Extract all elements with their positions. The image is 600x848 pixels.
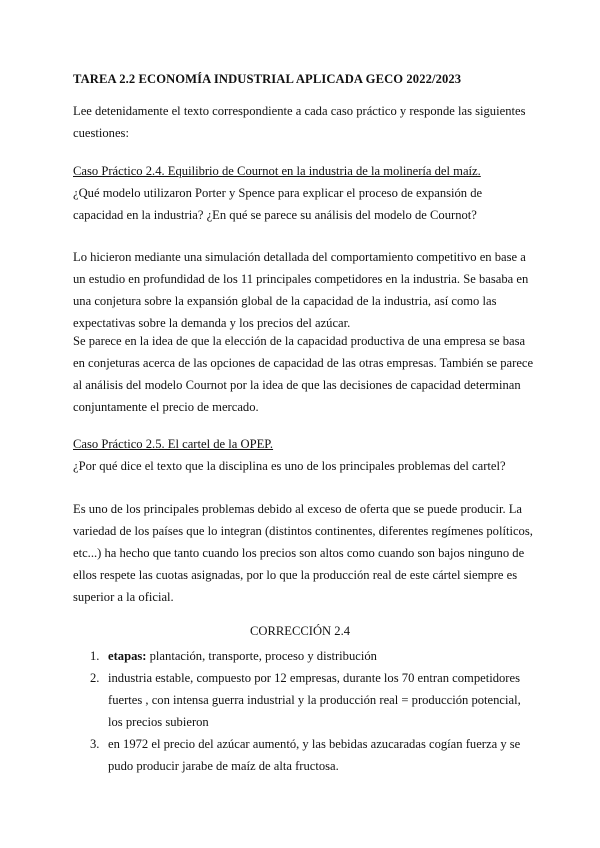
caso-2-4-answer-2: Se parece en la idea de que la elección de la capacidad productiva de una empresa se basa en conjeturas acerca de las opciones de capacidad de las otras empresas. También se parece al análisis del modelo Cournot por la idea de que las decisiones de capacidad determinan conjuntamente el precio de mercado. [73,334,534,414]
caso-2-4-answer-1: Lo hicieron mediante una simulación detallada del comportamiento competitivo en base a un estudio en profundidad de los 11 principales competidores en la industria. Se basaba en una conjetura sobre la expansión global de la capacidad de la industria, así como las expectativas sobre la demanda y los precios del azúcar. [73,250,529,330]
list-item-text: plantación, transporte, proceso y distribución [146,649,377,663]
caso-2-5-answer: Es uno de los principales problemas debido al exceso de oferta que se puede producir. La variedad de los países que lo integran (distintos continentes, diferentes regímenes políticos, etc...) ha hecho que tanto cuando los precios son altos como cuando son bajos ninguno de ellos respete las cuotas asignadas, por lo que la producción real de este cártel siempre es superior a la oficial. [73,502,533,604]
correccion-list [73,645,538,777]
correccion-heading: CORRECCIÓN 2.4 [249,624,351,638]
list-item [73,733,538,777]
document-title: TAREA 2.2 ECONOMÍA INDUSTRIAL APLICADA GECO 2022/2023 [73,72,462,86]
intro-paragraph: Lee detenidamente el texto correspondiente a cada caso práctico y responde las siguientes cuestiones: [73,104,526,140]
list-item [73,645,538,667]
list-number: 2. [90,671,100,685]
list-item [73,667,538,733]
list-number: 1. [90,649,100,663]
list-item-text: en 1972 el precio del azúcar aumentó, y las bebidas azucaradas cogían fuerza y se pudo producir jarabe de maíz de alta fructosa. [108,737,521,773]
caso-2-4-question: ¿Qué modelo utilizaron Porter y Spence para explicar el proceso de expansión de capacidad en la industria? ¿En qué se parece su análisis del modelo de Cournot? [73,186,483,222]
caso-2-4-heading: Caso Práctico 2.4. Equilibrio de Cournot en la industria de la molinería del maíz. [73,164,481,178]
caso-2-5-heading: Caso Práctico 2.5. El cartel de la OPEP. [73,437,274,451]
list-item-text: industria estable, compuesto por 12 empresas, durante los 70 entran competidores fuertes , con intensa guerra industrial y la producción real = producción potencial, los precios subieron [108,671,521,729]
list-number: 3. [90,737,100,751]
caso-2-5-question: ¿Por qué dice el texto que la disciplina es uno de los principales problemas del cartel? [73,459,506,473]
list-item-bold: etapas: [108,649,147,663]
